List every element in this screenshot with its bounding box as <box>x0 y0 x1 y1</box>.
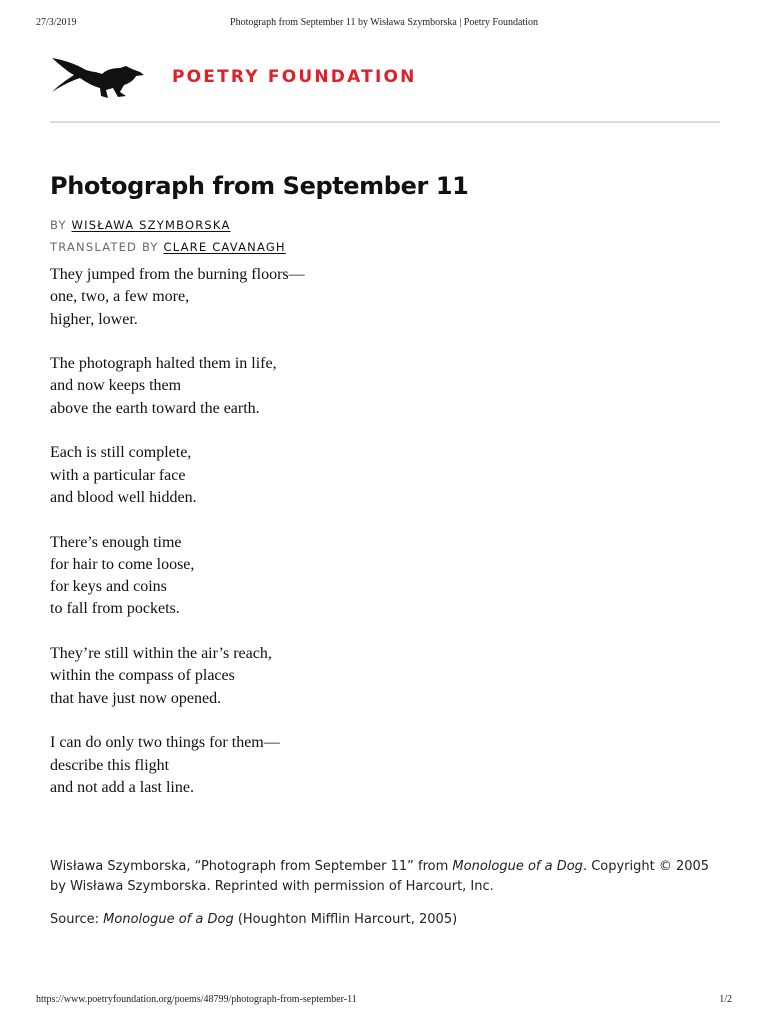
author-link[interactable]: WISŁAWA SZYMBORSKA <box>71 218 231 232</box>
stanza <box>50 532 730 621</box>
copyright-text-end: . Copyright © 2005 by Wisława Szymborska. Reprinted with permission of Harcourt, Inc. <box>50 859 710 894</box>
poem-line: They’re still within the air’s reach, <box>50 645 272 663</box>
copyright-text-start: Wisława Szymborska, “Photograph from September 11” from <box>50 859 453 874</box>
stanza <box>50 643 730 710</box>
print-date: 27/3/2019 <box>36 17 77 28</box>
page-number: 1/2 <box>719 994 732 1005</box>
header-divider <box>50 121 720 123</box>
poem-line: and not add a last line. <box>50 778 194 796</box>
print-url: https://www.poetryfoundation.org/poems/48799/photograph-from-september-11 <box>36 994 357 1005</box>
by-label: BY <box>50 218 67 232</box>
translator-byline <box>50 240 286 254</box>
translator-link[interactable]: CLARE CAVANAGH <box>163 240 286 254</box>
poem-line: There’s enough time <box>50 533 182 551</box>
poem-line: Each is still complete, <box>50 444 192 462</box>
translated-by-label: TRANSLATED BY <box>50 240 159 254</box>
print-footer <box>0 994 768 1008</box>
site-logo[interactable] <box>50 48 470 106</box>
poem-line: for hair to come loose, <box>50 555 195 573</box>
poem-line: within the compass of places <box>50 667 235 685</box>
poem-line: describe this flight <box>50 756 170 774</box>
print-page-title: Photograph from September 11 by Wisława Szymborska | Poetry Foundation <box>230 17 538 28</box>
stanza <box>50 353 730 420</box>
stanza <box>50 264 730 331</box>
poem-line: one, two, a few more, <box>50 288 190 306</box>
poem-line: higher, lower. <box>50 310 138 328</box>
poem-line: The photograph halted them in life, <box>50 355 277 373</box>
print-header <box>0 17 768 33</box>
poem-line: and blood well hidden. <box>50 488 197 506</box>
bird-icon <box>50 48 146 104</box>
source-book-title: Monologue of a Dog <box>103 912 234 927</box>
poem-line: and now keeps them <box>50 377 182 395</box>
poem-line: above the earth toward the earth. <box>50 399 260 417</box>
copyright-book-title: Monologue of a Dog <box>452 859 583 874</box>
stanza <box>50 442 730 509</box>
poem-line: with a particular face <box>50 466 186 484</box>
source-publisher: (Houghton Mifflin Harcourt, 2005) <box>233 912 458 927</box>
source-notice <box>50 910 720 930</box>
poem-line: They jumped from the burning floors— <box>50 266 305 283</box>
copyright-notice <box>50 857 720 897</box>
poem-line: I can do only two things for them— <box>50 734 280 752</box>
poem-line: to fall from pockets. <box>50 600 180 618</box>
author-byline <box>50 218 231 232</box>
poem-line: that have just now opened. <box>50 689 222 707</box>
source-label: Source: <box>50 912 104 927</box>
logo-wordmark: POETRY FOUNDATION <box>172 67 417 87</box>
poem-body <box>50 264 730 821</box>
stanza <box>50 732 730 799</box>
poem-title: Photograph from September 11 <box>50 172 469 200</box>
poem-line: for keys and coins <box>50 578 167 596</box>
